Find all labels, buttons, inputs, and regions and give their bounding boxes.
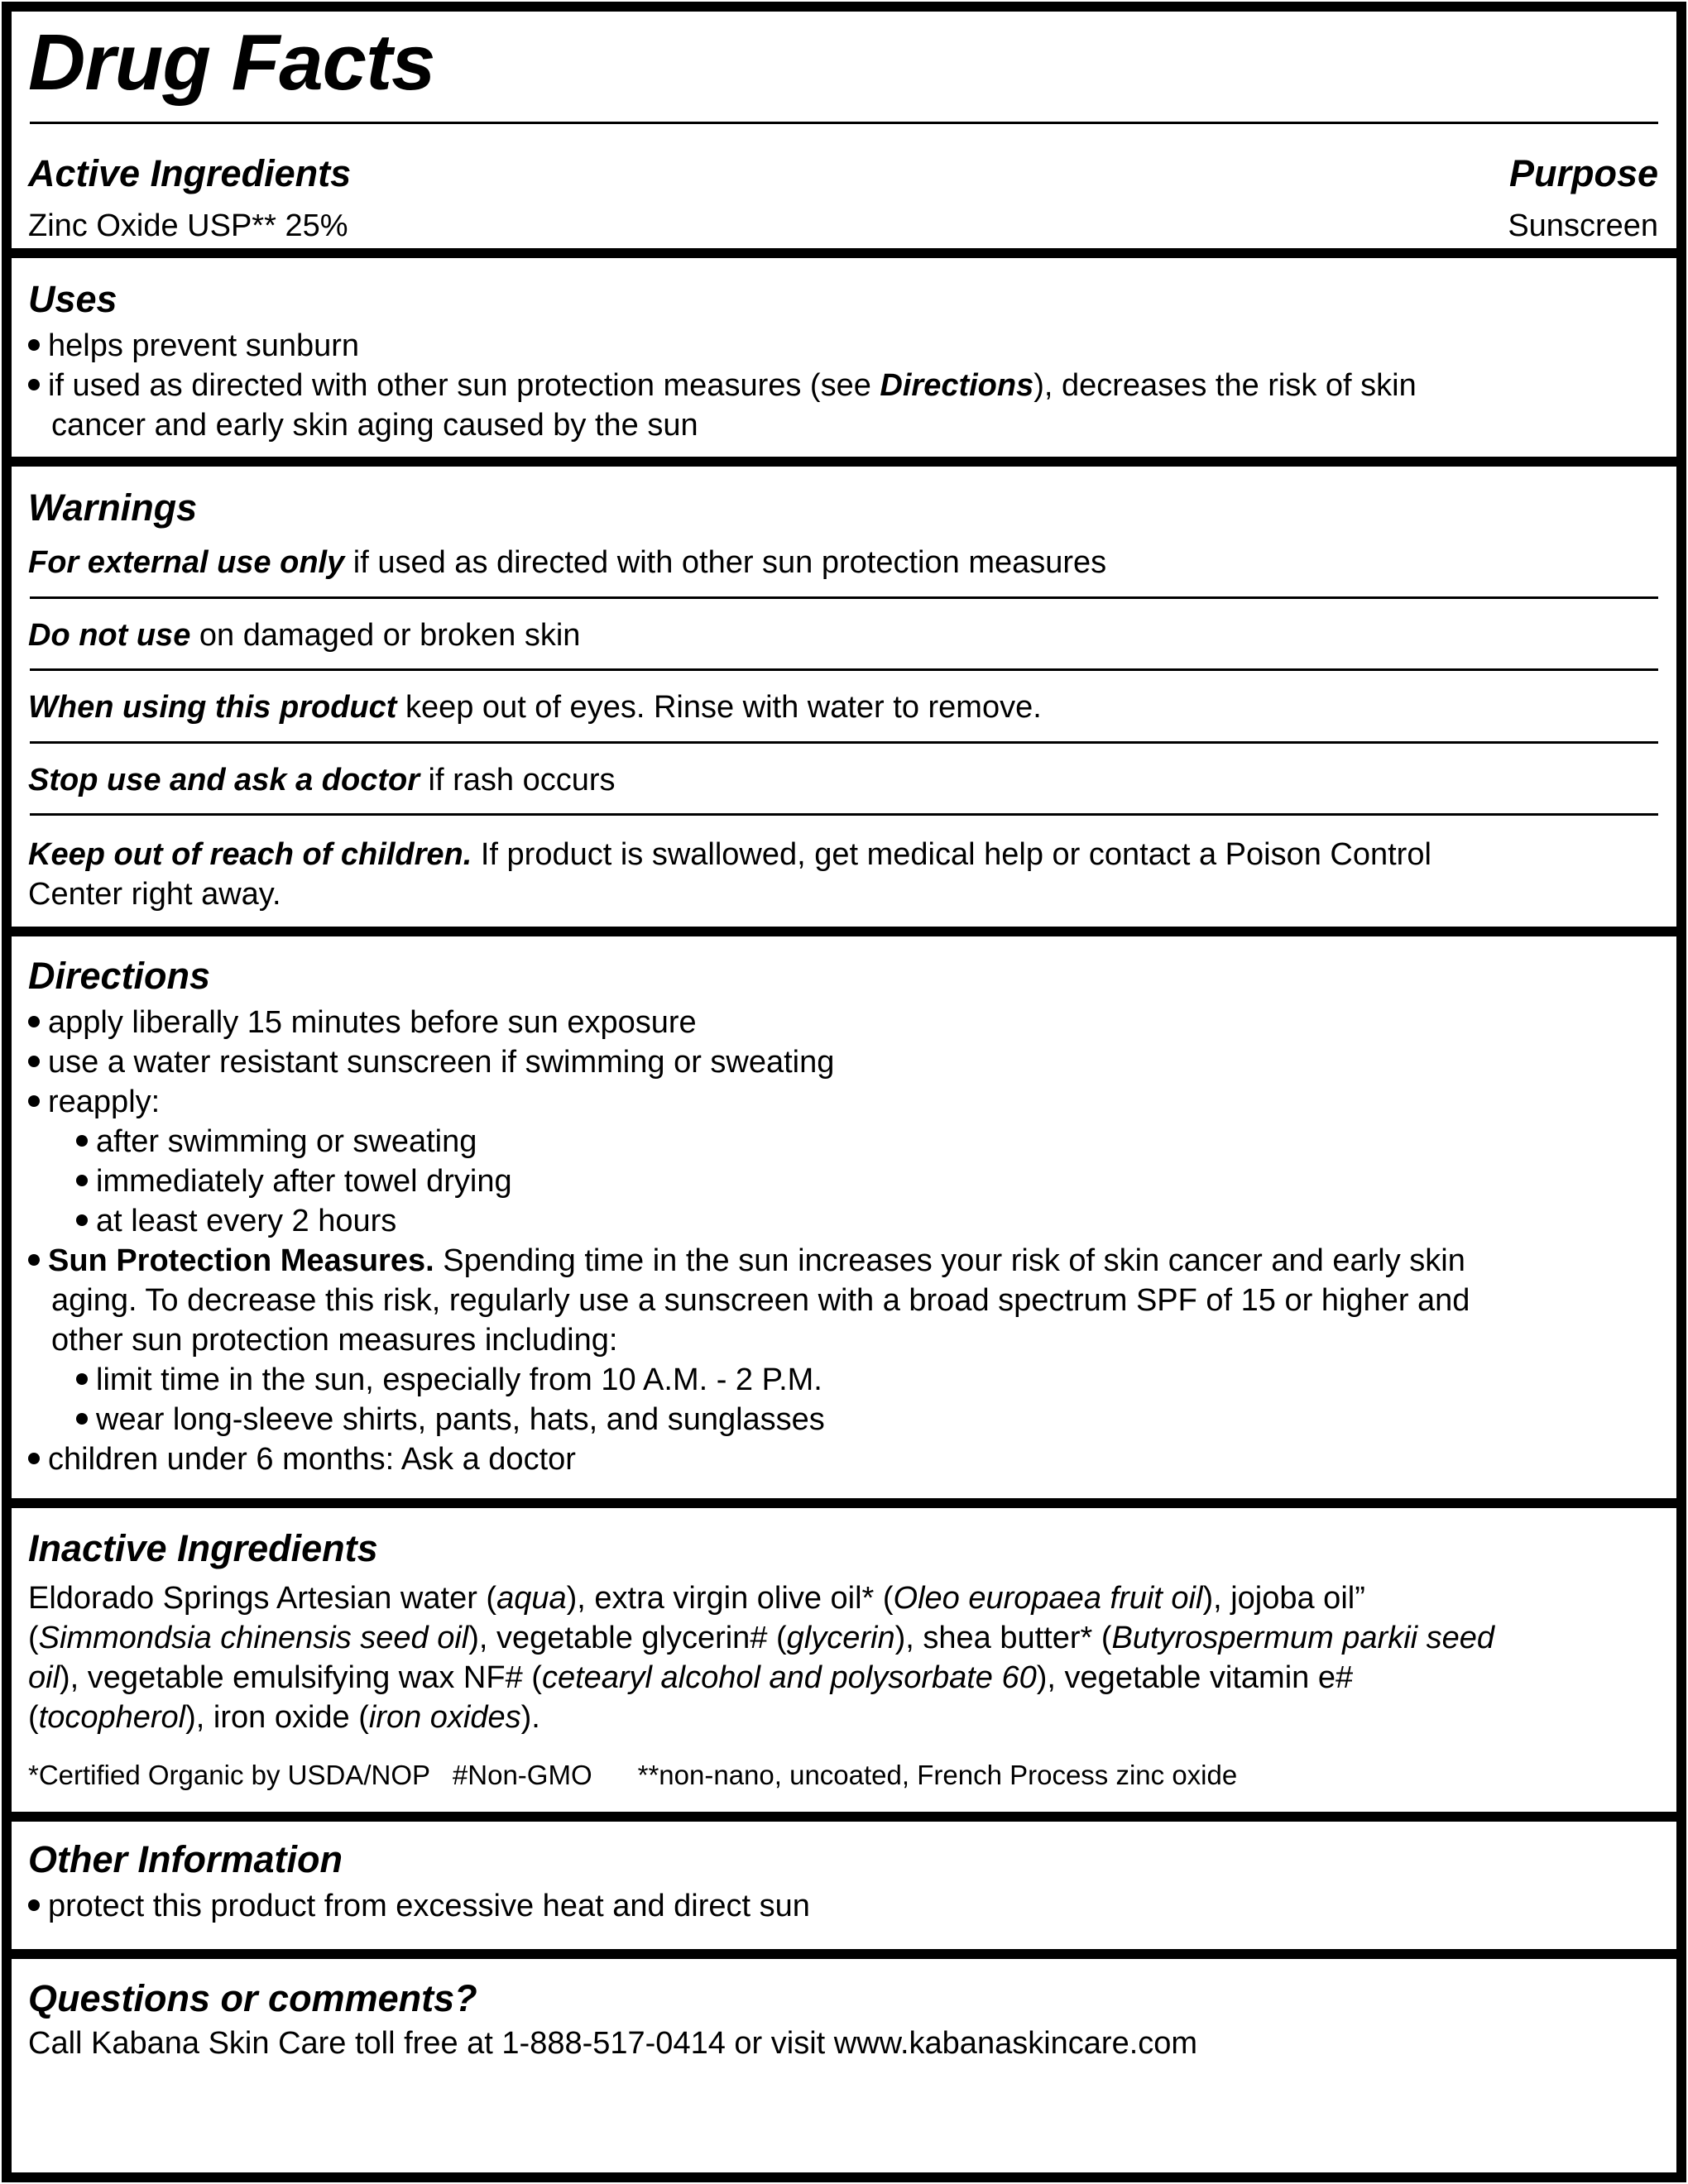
section-divider [12,1812,1676,1822]
warning-keep-out-of-reach: Keep out of reach of children. If product is swallowed, get medical help or contact a Poison Control [28,837,1431,872]
section-divider [12,1949,1676,1959]
directions-subitem: wear long-sleeve shirts, pants, hats, and sunglasses [76,1400,825,1439]
uses-item: if used as directed with other sun protection measures (see Directions), decreases the risk of skin [28,366,1417,405]
title-divider [30,122,1658,124]
drug-facts-title: Drug Facts [28,18,435,107]
directions-item: reapply: [28,1082,160,1122]
active-ingredient-value: Zinc Oxide USP** 25% [28,208,348,243]
inactive-ingredients-line: (tocopherol), iron oxide (iron oxides). [28,1700,540,1735]
directions-subitem: after swimming or sweating [76,1122,477,1161]
uses-item-continuation: cancer and early skin aging caused by the sun [51,408,698,443]
inactive-ingredients-heading: Inactive Ingredients [28,1527,378,1569]
active-ingredients-heading: Active Ingredients [28,152,352,194]
section-divider [12,457,1676,467]
warning-do-not-use: Do not use on damaged or broken skin [28,618,581,653]
drug-facts-panel [2,2,1686,2182]
warning-divider [30,596,1658,599]
warning-stop-use: Stop use and ask a doctor if rash occurs [28,763,616,797]
warning-when-using: When using this product keep out of eyes. Rinse with water to remove. [28,690,1042,725]
purpose-heading: Purpose [1508,152,1658,194]
inactive-ingredients-line: oil), vegetable emulsifying wax NF# (cetearyl alcohol and polysorbate 60), vegetable vitamin e# [28,1660,1354,1695]
bullet-icon [28,1899,40,1911]
uses-heading: Uses [28,278,117,320]
inactive-ingredients-line: (Simmondsia chinensis seed oil), vegetable glycerin# (glycerin), shea butter* (Butyrospermum parkii seed [28,1621,1495,1655]
bullet-icon [76,1413,88,1425]
warning-divider [30,813,1658,816]
questions-contact-text: Call Kabana Skin Care toll free at 1-888-517-0414 or visit www.kabanaskincare.com [28,2026,1198,2061]
directions-subitem: limit time in the sun, especially from 10 A.M. - 2 P.M. [76,1360,822,1400]
section-divider [12,927,1676,936]
warnings-heading: Warnings [28,486,198,529]
directions-item-continuation: aging. To decrease this risk, regularly use a sunscreen with a broad spectrum SPF of 15 or higher and [51,1283,1470,1318]
questions-heading: Questions or comments? [28,1977,477,2019]
warning-divider [30,741,1658,744]
directions-item: use a water resistant sunscreen if swimming or sweating [28,1042,834,1082]
directions-heading: Directions [28,955,211,997]
bullet-icon [76,1214,88,1226]
bullet-icon [76,1135,88,1147]
warning-external-use: For external use only if used as directed with other sun protection measures [28,545,1107,580]
warning-divider [30,668,1658,671]
section-divider [12,1498,1676,1508]
directions-item-continuation: other sun protection measures including: [51,1323,618,1358]
inactive-footnote: *Certified Organic by USDA/NOP #Non-GMO **non-nano, uncoated, French Process zinc oxide [28,1760,1238,1790]
section-divider [12,248,1676,258]
directions-item: apply liberally 15 minutes before sun exposure [28,1003,697,1042]
other-information-item: protect this product from excessive heat and direct sun [28,1886,810,1926]
bullet-icon [28,1453,40,1464]
bullet-icon [76,1175,88,1186]
other-information-heading: Other Information [28,1838,343,1880]
bullet-icon [28,339,40,351]
directions-item: Sun Protection Measures. Spending time in the sun increases your risk of skin cancer and early skin [28,1241,1465,1281]
directions-item: children under 6 months: Ask a doctor [28,1439,576,1479]
bullet-icon [28,1016,40,1027]
directions-subitem: immediately after towel drying [76,1161,512,1201]
purpose-value: Sunscreen [1508,208,1658,243]
bullet-icon [28,379,40,390]
inactive-ingredients-line: Eldorado Springs Artesian water (aqua), extra virgin olive oil* (Oleo europaea fruit oil), jojoba oil” [28,1581,1365,1616]
warning-keep-out-of-reach-continuation: Center right away. [28,877,281,912]
bullet-icon [76,1373,88,1385]
bullet-icon [28,1056,40,1067]
directions-subitem: at least every 2 hours [76,1201,396,1241]
uses-item: helps prevent sunburn [28,326,359,366]
bullet-icon [28,1095,40,1107]
bullet-icon [28,1254,40,1266]
